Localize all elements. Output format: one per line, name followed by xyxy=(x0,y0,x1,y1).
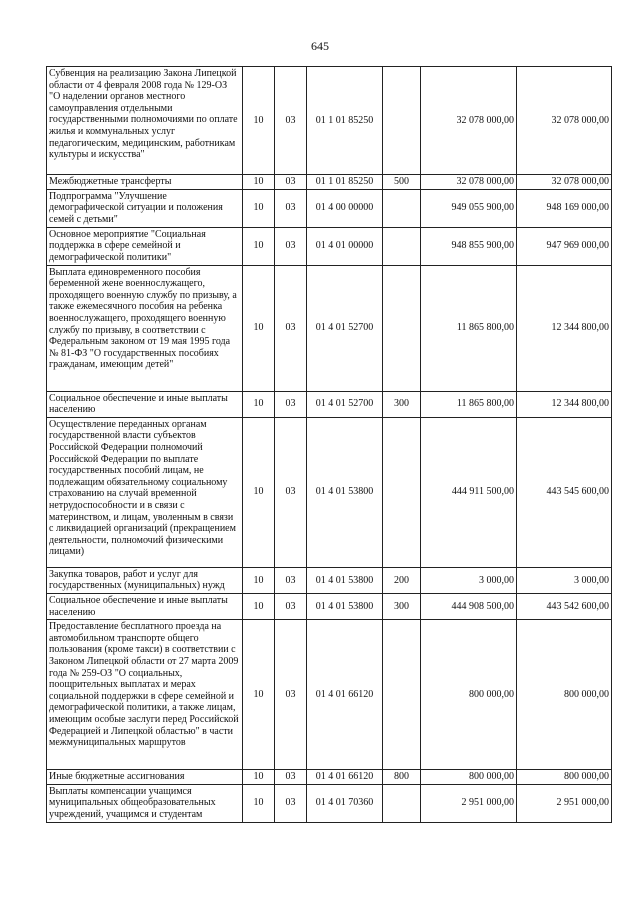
target-article-cell: 01 4 01 66120 xyxy=(307,770,383,785)
podrazdel-cell: 03 xyxy=(275,784,307,822)
amount-year-1-cell: 444 908 500,00 xyxy=(421,593,517,619)
table-row xyxy=(47,265,612,391)
target-article-cell: 01 4 01 52700 xyxy=(307,265,383,391)
target-article-cell: 01 4 01 66120 xyxy=(307,620,383,770)
table-row xyxy=(47,67,612,175)
table-row xyxy=(47,593,612,619)
expense-type-cell: 200 xyxy=(383,567,421,593)
amount-year-1-cell: 949 055 900,00 xyxy=(421,189,517,227)
amount-year-2-cell: 800 000,00 xyxy=(517,770,612,785)
table-row xyxy=(47,227,612,265)
razdel-cell: 10 xyxy=(243,175,275,190)
razdel-cell: 10 xyxy=(243,784,275,822)
amount-year-2-cell: 2 951 000,00 xyxy=(517,784,612,822)
podrazdel-cell: 03 xyxy=(275,620,307,770)
amount-year-1-cell: 32 078 000,00 xyxy=(421,175,517,190)
razdel-cell: 10 xyxy=(243,417,275,567)
row-name: Социальное обеспечение и иные выплаты населению xyxy=(47,391,243,417)
expense-type-cell xyxy=(383,265,421,391)
amount-year-2-cell: 947 969 000,00 xyxy=(517,227,612,265)
amount-year-2-cell: 12 344 800,00 xyxy=(517,391,612,417)
razdel-cell: 10 xyxy=(243,620,275,770)
razdel-cell: 10 xyxy=(243,67,275,175)
podrazdel-cell: 03 xyxy=(275,567,307,593)
table-row xyxy=(47,770,612,785)
razdel-cell: 10 xyxy=(243,770,275,785)
amount-year-1-cell: 948 855 900,00 xyxy=(421,227,517,265)
target-article-cell: 01 4 01 52700 xyxy=(307,391,383,417)
amount-year-1-cell: 800 000,00 xyxy=(421,770,517,785)
amount-year-1-cell: 3 000,00 xyxy=(421,567,517,593)
row-name: Выплаты компенсации учащимся муниципальных общеобразовательных учреждений, учащимся и студентам xyxy=(47,784,243,822)
row-name: Основное мероприятие "Социальная поддержка в сфере семейной и демографической политики" xyxy=(47,227,243,265)
amount-year-1-cell: 2 951 000,00 xyxy=(421,784,517,822)
razdel-cell: 10 xyxy=(243,189,275,227)
target-article-cell: 01 4 01 70360 xyxy=(307,784,383,822)
amount-year-2-cell: 32 078 000,00 xyxy=(517,67,612,175)
razdel-cell: 10 xyxy=(243,567,275,593)
table-row xyxy=(47,417,612,567)
row-name: Предоставление бесплатного проезда на автомобильном транспорте общего пользования (кроме такси) в соответствии с Законом Липецкой области от 27 марта 2009 года № 259-ОЗ "О социальных, поощрительных выплатах и мерах социальной поддержки в сфере семейной и демографической политики, а также лицам, имеющим особые заслуги перед Российской Федерацией и Липецкой областью" в части межмуниципальных маршрутов xyxy=(47,620,243,770)
target-article-cell: 01 4 01 00000 xyxy=(307,227,383,265)
expense-type-cell xyxy=(383,227,421,265)
expense-type-cell xyxy=(383,67,421,175)
amount-year-2-cell: 12 344 800,00 xyxy=(517,265,612,391)
target-article-cell: 01 1 01 85250 xyxy=(307,67,383,175)
page-number: 645 xyxy=(311,39,329,53)
razdel-cell: 10 xyxy=(243,227,275,265)
budget-table xyxy=(46,66,612,823)
target-article-cell: 01 4 01 53800 xyxy=(307,593,383,619)
amount-year-2-cell: 32 078 000,00 xyxy=(517,175,612,190)
target-article-cell: 01 1 01 85250 xyxy=(307,175,383,190)
razdel-cell: 10 xyxy=(243,391,275,417)
row-name: Межбюджетные трансферты xyxy=(47,175,243,190)
row-name: Иные бюджетные ассигнования xyxy=(47,770,243,785)
amount-year-2-cell: 443 542 600,00 xyxy=(517,593,612,619)
expense-type-cell xyxy=(383,417,421,567)
amount-year-1-cell: 32 078 000,00 xyxy=(421,67,517,175)
expense-type-cell xyxy=(383,620,421,770)
table-row xyxy=(47,189,612,227)
expense-type-cell: 300 xyxy=(383,391,421,417)
table-row xyxy=(47,391,612,417)
amount-year-1-cell: 11 865 800,00 xyxy=(421,265,517,391)
podrazdel-cell: 03 xyxy=(275,770,307,785)
target-article-cell: 01 4 00 00000 xyxy=(307,189,383,227)
table-row xyxy=(47,175,612,190)
expense-type-cell: 300 xyxy=(383,593,421,619)
expense-type-cell: 800 xyxy=(383,770,421,785)
podrazdel-cell: 03 xyxy=(275,189,307,227)
expense-type-cell: 500 xyxy=(383,175,421,190)
podrazdel-cell: 03 xyxy=(275,417,307,567)
razdel-cell: 10 xyxy=(243,593,275,619)
expense-type-cell xyxy=(383,189,421,227)
podrazdel-cell: 03 xyxy=(275,67,307,175)
podrazdel-cell: 03 xyxy=(275,227,307,265)
podrazdel-cell: 03 xyxy=(275,175,307,190)
podrazdel-cell: 03 xyxy=(275,593,307,619)
table-row xyxy=(47,784,612,822)
podrazdel-cell: 03 xyxy=(275,391,307,417)
target-article-cell: 01 4 01 53800 xyxy=(307,567,383,593)
row-name: Субвенция на реализацию Закона Липецкой области от 4 февраля 2008 года № 129-ОЗ "О наделении органов местного самоуправления отдельными государственными полномочиями по оплате жилья и коммунальных услуг педагогическим, медицинским, работникам культуры и искусства" xyxy=(47,67,243,175)
amount-year-2-cell: 800 000,00 xyxy=(517,620,612,770)
amount-year-1-cell: 11 865 800,00 xyxy=(421,391,517,417)
row-name: Подпрограмма "Улучшение демографической ситуации и положения семей с детьми" xyxy=(47,189,243,227)
podrazdel-cell: 03 xyxy=(275,265,307,391)
target-article-cell: 01 4 01 53800 xyxy=(307,417,383,567)
row-name: Закупка товаров, работ и услуг для государственных (муниципальных) нужд xyxy=(47,567,243,593)
amount-year-2-cell: 443 545 600,00 xyxy=(517,417,612,567)
row-name: Социальное обеспечение и иные выплаты населению xyxy=(47,593,243,619)
row-name: Осуществление переданных органам государственной власти субъектов Российской Федерации полномочий Российской Федерации по выплате государственных пособий лицам, не подлежащим обязательному социальному страхованию на случай временной нетрудоспособности и в связи с материнством, и лицам, уволенным в связи с ликвидацией организаций (прекращением деятельности, полномочий физическими лицами) xyxy=(47,417,243,567)
table-row xyxy=(47,567,612,593)
table-row xyxy=(47,620,612,770)
amount-year-2-cell: 948 169 000,00 xyxy=(517,189,612,227)
row-name: Выплата единовременного пособия беременной жене военнослужащего, проходящего военную службу по призыву, а также ежемесячного пособия на ребенка военнослужащего, проходящего военную службу по призыву, в соответствии с Федеральным законом от 19 мая 1995 года № 81-ФЗ "О государственных пособиях гражданам, имеющим детей" xyxy=(47,265,243,391)
amount-year-2-cell: 3 000,00 xyxy=(517,567,612,593)
amount-year-1-cell: 444 911 500,00 xyxy=(421,417,517,567)
amount-year-1-cell: 800 000,00 xyxy=(421,620,517,770)
razdel-cell: 10 xyxy=(243,265,275,391)
expense-type-cell xyxy=(383,784,421,822)
